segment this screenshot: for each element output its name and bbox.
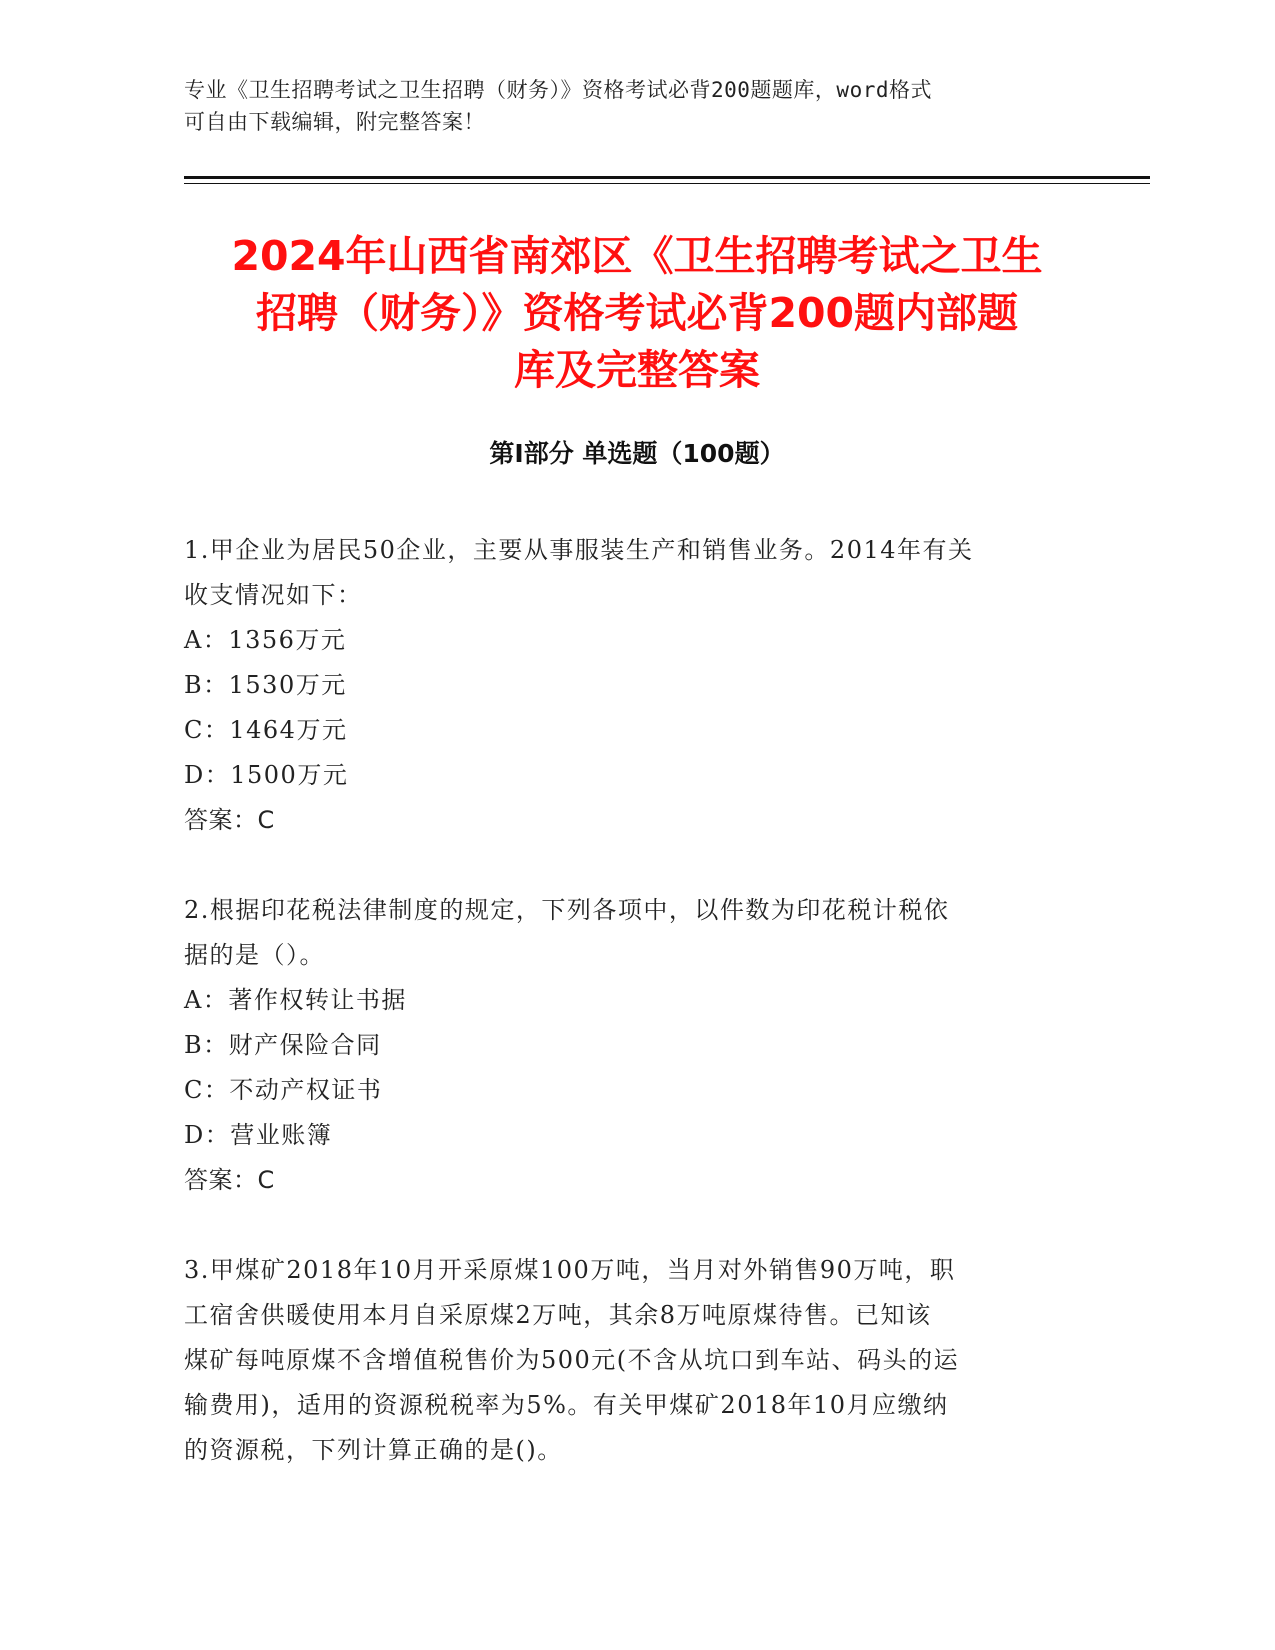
question-2-option-d: D：营业账簿 (184, 1121, 333, 1149)
document-title (184, 228, 1090, 399)
question-2-option-c: C：不动产权证书 (184, 1076, 383, 1104)
question-list (184, 528, 1064, 1518)
question-3-stem-line-3: 煤矿每吨原煤不含增值税售价为500元(不含从坑口到车站、码头的运 (184, 1346, 960, 1374)
question-3 (184, 1248, 1064, 1473)
title-line-1: 2024年山西省南郊区《卫生招聘考试之卫生 (231, 232, 1043, 280)
question-1-option-d: D：1500万元 (184, 761, 349, 789)
question-2-answer: 答案：C (184, 1166, 275, 1194)
question-1-option-a: A：1356万元 (184, 626, 347, 654)
question-3-stem-line-5: 的资源税，下列计算正确的是()。 (184, 1436, 563, 1464)
question-1-option-b: B：1530万元 (184, 671, 347, 699)
title-line-2: 招聘（财务）》资格考试必背200题内部题 (255, 289, 1019, 337)
question-2-option-b: B：财产保险合同 (184, 1031, 382, 1059)
question-3-stem-line-4: 输费用)，适用的资源税税率为5%。有关甲煤矿2018年10月应缴纳 (184, 1391, 949, 1419)
question-1 (184, 528, 1064, 843)
header-rule-thick (184, 176, 1150, 179)
header-rule-thin (184, 183, 1150, 184)
question-2-option-a: A：著作权转让书据 (184, 986, 407, 1014)
question-3-stem-line-1: 3.甲煤矿2018年10月开采原煤100万吨，当月对外销售90万吨，职 (184, 1256, 956, 1284)
header-note (184, 74, 1084, 138)
title-line-3: 库及完整答案 (514, 346, 760, 394)
question-1-answer: 答案：C (184, 806, 275, 834)
question-1-stem-line-2: 收支情况如下： (184, 581, 363, 609)
header-note-line-2: 可自由下载编辑，附完整答案！ (184, 110, 485, 134)
question-3-stem-line-2: 工宿舍供暖使用本月自采原煤2万吨，其余8万吨原煤待售。已知该 (184, 1301, 932, 1329)
question-2 (184, 888, 1064, 1203)
header-note-line-1: 专业《卫生招聘考试之卫生招聘（财务）》资格考试必背200题题库，word格式 (184, 78, 932, 102)
question-1-stem-line-1: 1.甲企业为居民50企业，主要从事服装生产和销售业务。2014年有关 (184, 536, 974, 564)
question-2-stem-line-2: 据的是（）。 (184, 941, 325, 969)
question-2-stem-line-1: 2.根据印花税法律制度的规定，下列各项中，以件数为印花税计税依 (184, 896, 950, 924)
section-heading: 第Ⅰ部分 单选题（100题） (489, 439, 785, 468)
question-1-option-c: C：1464万元 (184, 716, 348, 744)
